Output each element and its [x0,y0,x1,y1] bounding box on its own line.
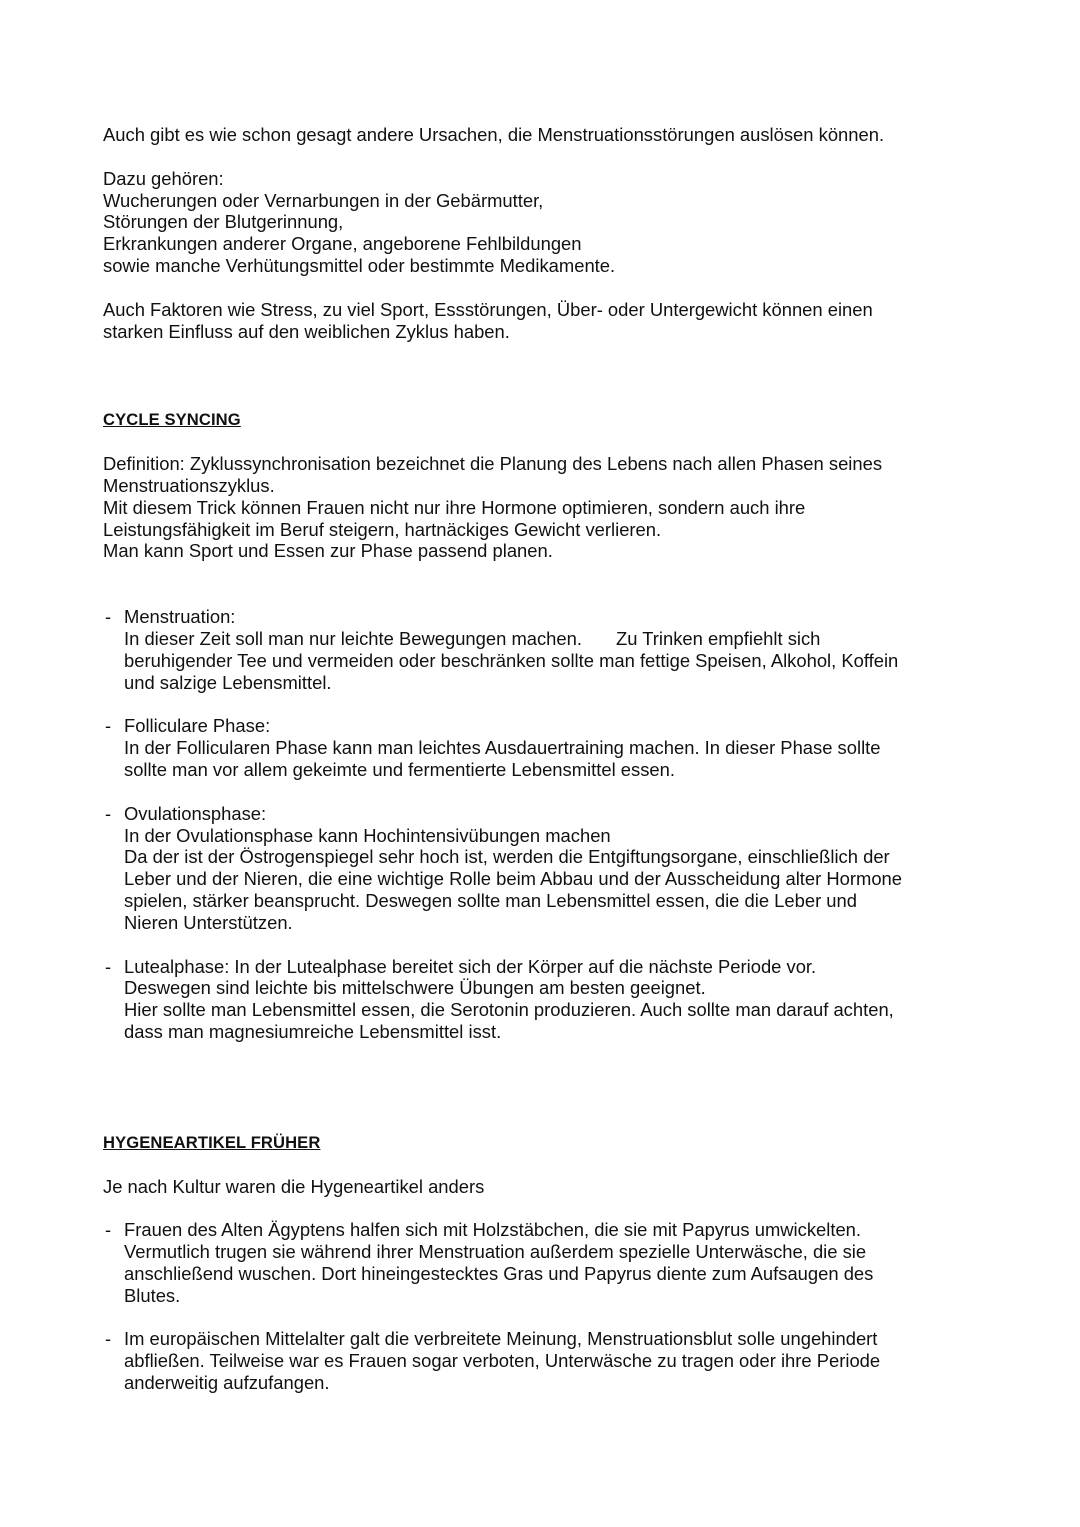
text-line: und salzige Lebensmittel. [124,671,332,693]
intro-paragraph [103,124,1003,146]
text-line: anderweitig aufzufangen. [124,1372,330,1394]
text-line: Man kann Sport und Essen zur Phase passend planen. [103,540,553,562]
text-line: - Menstruation: [124,606,236,628]
spacer [103,1306,1003,1328]
text-line: starken Einfluss auf den weiblichen Zyklus haben. [103,320,510,342]
phase-item-menstruation [103,606,1003,693]
causes-list [103,168,1003,277]
text-line: anschließend wuschen. Dort hineingestecktes Gras und Papyrus diente zum Aufsaugen des [124,1262,874,1284]
text-line: Hier sollte man Lebensmittel essen, die Serotonin produzieren. Auch sollte man darauf achten, [124,999,894,1021]
phase-item-ovulation [103,803,1003,934]
section-heading-cycle-syncing [103,408,1003,431]
causes-list-title: Dazu gehören: [103,167,224,189]
hygiene-item-middle-ages [103,1328,1003,1393]
text-line: spielen, stärker beansprucht. Deswegen sollte man Lebensmittel essen, die die Leber und [124,889,857,911]
text-line: Nieren Unterstützen. [124,911,293,933]
spacer [103,693,1003,715]
text-line: sowie manche Verhütungsmittel oder bestimmte Medikamente. [103,254,616,276]
text-line: - Frauen des Alten Ägyptens halfen sich mit Holzstäbchen, die sie mit Papyrus umwickelten. [124,1219,862,1241]
text-line: Da der ist der Östrogenspiegel sehr hoch ist, werden die Entgiftungsorgane, einschließlich der [124,846,890,868]
hygiene-intro [103,1176,1003,1198]
text-line: Blutes. [124,1284,181,1306]
spacer [103,781,1003,803]
text-line: sollte man vor allem gekeimte und fermentierte Lebensmittel essen. [124,758,675,780]
text-line: Erkrankungen anderer Organe, angeborene Fehlbildungen [103,233,582,255]
phase-list [103,606,1003,1043]
text-line: Auch gibt es wie schon gesagt andere Ursachen, die Menstruationsstörungen auslösen können. [103,124,885,145]
text-line: - Folliculare Phase: [124,715,271,737]
text-line [124,628,1003,650]
text-line: In der Follicularen Phase kann man leichtes Ausdauertraining machen. In dieser Phase sollte [124,737,881,759]
text-line: In der Ovulationsphase kann Hochintensivübungen machen [124,824,611,846]
text-line: Störungen der Blutgerinnung, [103,211,344,233]
hygiene-list [103,1219,1003,1394]
phase-item-luteal [103,956,1003,1043]
text-line: Mit diesem Trick können Frauen nicht nur ihre Hormone optimieren, sondern auch ihre [103,496,806,518]
text-segment: Zu Trinken empfiehlt sich [615,627,821,649]
heading-text: HYGENEARTIKEL FRÜHER [103,1132,321,1152]
text-line: abfließen. Teilweise war es Frauen sogar verboten, Unterwäsche zu tragen oder ihre Periode [124,1350,881,1372]
text-line: Auch Faktoren wie Stress, zu viel Sport, Essstörungen, Über- oder Untergewicht können einen [103,298,873,320]
factors-paragraph [103,299,1003,343]
text-line: Leber und der Nieren, die eine wichtige Rolle beim Abbau und der Ausscheidung alter Hormone [124,868,903,890]
text-line: - Ovulationsphase: [124,802,267,824]
definition-paragraph [103,453,1003,562]
heading-text: CYCLE SYNCING [103,410,241,430]
text-line: dass man magnesiumreiche Lebensmittel isst. [124,1020,502,1042]
text-line: Deswegen sind leichte bis mittelschwere Übungen am besten geeignet. [124,977,706,999]
text-line: Vermutlich trugen sie während ihrer Menstruation außerdem spezielle Unterwäsche, die sie [124,1241,867,1263]
text-segment: In dieser Zeit soll man nur leichte Bewegungen machen. [124,627,582,649]
text-line: Wucherungen oder Vernarbungen in der Gebärmutter, [103,189,544,211]
section-heading-hygiene [103,1131,1003,1154]
text-line: Definition: Zyklussynchronisation bezeichnet die Planung des Lebens nach allen Phasen seines [103,453,883,475]
spacer [103,934,1003,956]
text-line: Menstruationszyklus. [103,474,275,496]
text-line: Je nach Kultur waren die Hygeneartikel anders [103,1175,485,1197]
text-line: - Lutealphase: In der Lutealphase bereitet sich der Körper auf die nächste Periode vor. [124,955,817,977]
document-page [103,124,1003,1394]
text-line: - Im europäischen Mittelalter galt die verbreitete Meinung, Menstruationsblut solle ungehindert [124,1328,878,1350]
text-line: Leistungsfähigkeit im Beruf steigern, hartnäckiges Gewicht verlieren. [103,518,662,540]
phase-item-folliculare [103,715,1003,780]
text-line: beruhigender Tee und vermeiden oder beschränken sollte man fettige Speisen, Alkohol, Koffein [124,649,899,671]
hygiene-item-egypt [103,1219,1003,1306]
